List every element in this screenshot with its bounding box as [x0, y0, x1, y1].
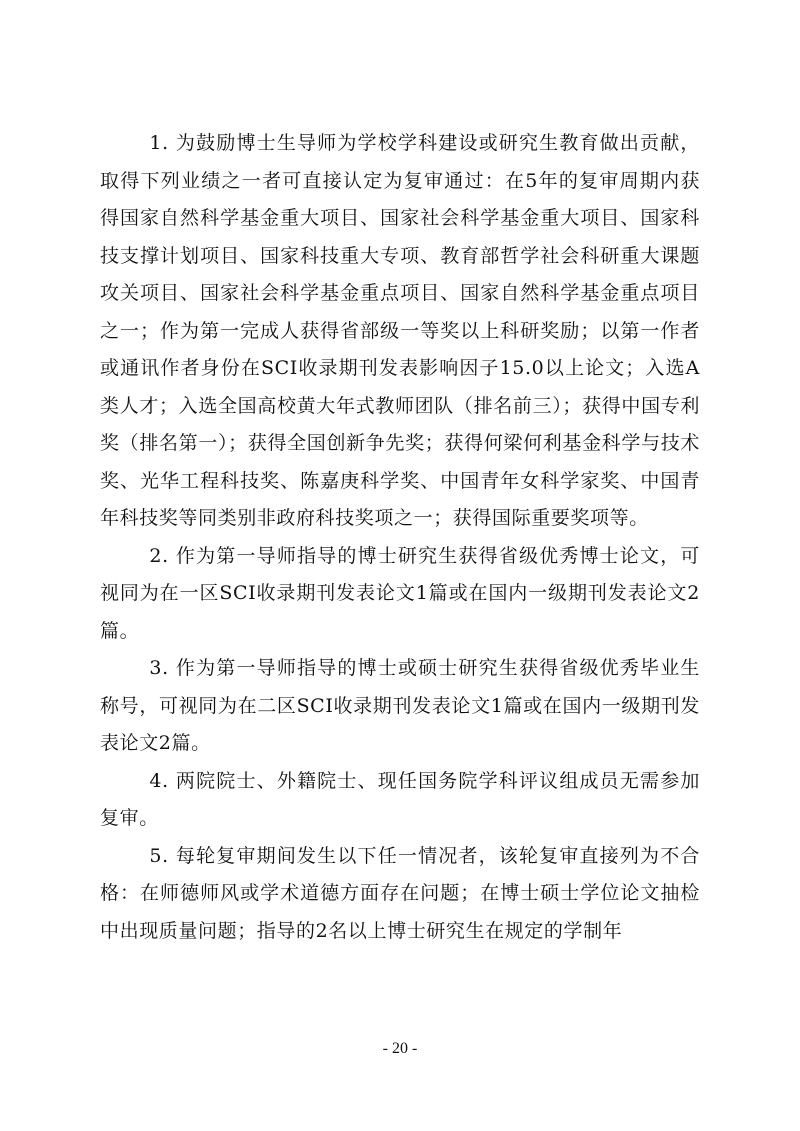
paragraph-3: 3. 作为第一导师指导的博士或硕士研究生获得省级优秀毕业生称号，可视同为在二区SCI收录期刊发表论文1篇或在国内一级期刊发表论文2篇。: [100, 657, 700, 754]
paragraph-5: 5. 每轮复审期间发生以下任一情况者，该轮复审直接列为不合格：在师德师风或学术道德方面存在问题；在博士硕士学位论文抽检中出现质量问题；指导的2名以上博士研究生在规定的学制年: [100, 844, 700, 942]
paragraph-1: 1. 为鼓励博士生导师为学校学科建设或研究生教育做出贡献，取得下列业绩之一者可直接认定为复审通过：在5年的复审周期内获得国家自然科学基金重大项目、国家社会科学基金重大项目、国家科技支撑计划项目、国家科技重大专项、教育部哲学社会科研重大课题攻关项目、国家社会科学基金重点项目、国家自然科学基金重点项目之一；作为第一完成人获得省部级一等奖以上科研奖励；以第一作者或通讯作者身份在SCI收录期刊发表影响因子15.0以上论文；入选A类人才；入选全国高校黄大年式教师团队（排名前三）；获得中国专利奖（排名第一）；获得全国创新争先奖；获得何梁何利基金科学与技术奖、光华工程科技奖、陈嘉庚科学奖、中国青年女科学家奖、中国青年科技奖等同类别非政府科技奖项之一；获得国际重要奖项等。: [100, 132, 700, 529]
document-body: [100, 125, 700, 950]
paragraph-4: 4. 两院院士、外籍院士、现任国务院学科评议组成员无需参加复审。: [100, 769, 700, 829]
paragraph-2: 2. 作为第一导师指导的博士研究生获得省级优秀博士论文，可视同为在一区SCI收录期刊发表论文1篇或在国内一级期刊发表论文2篇。: [100, 544, 700, 642]
page-number: - 20 -: [382, 1040, 418, 1057]
